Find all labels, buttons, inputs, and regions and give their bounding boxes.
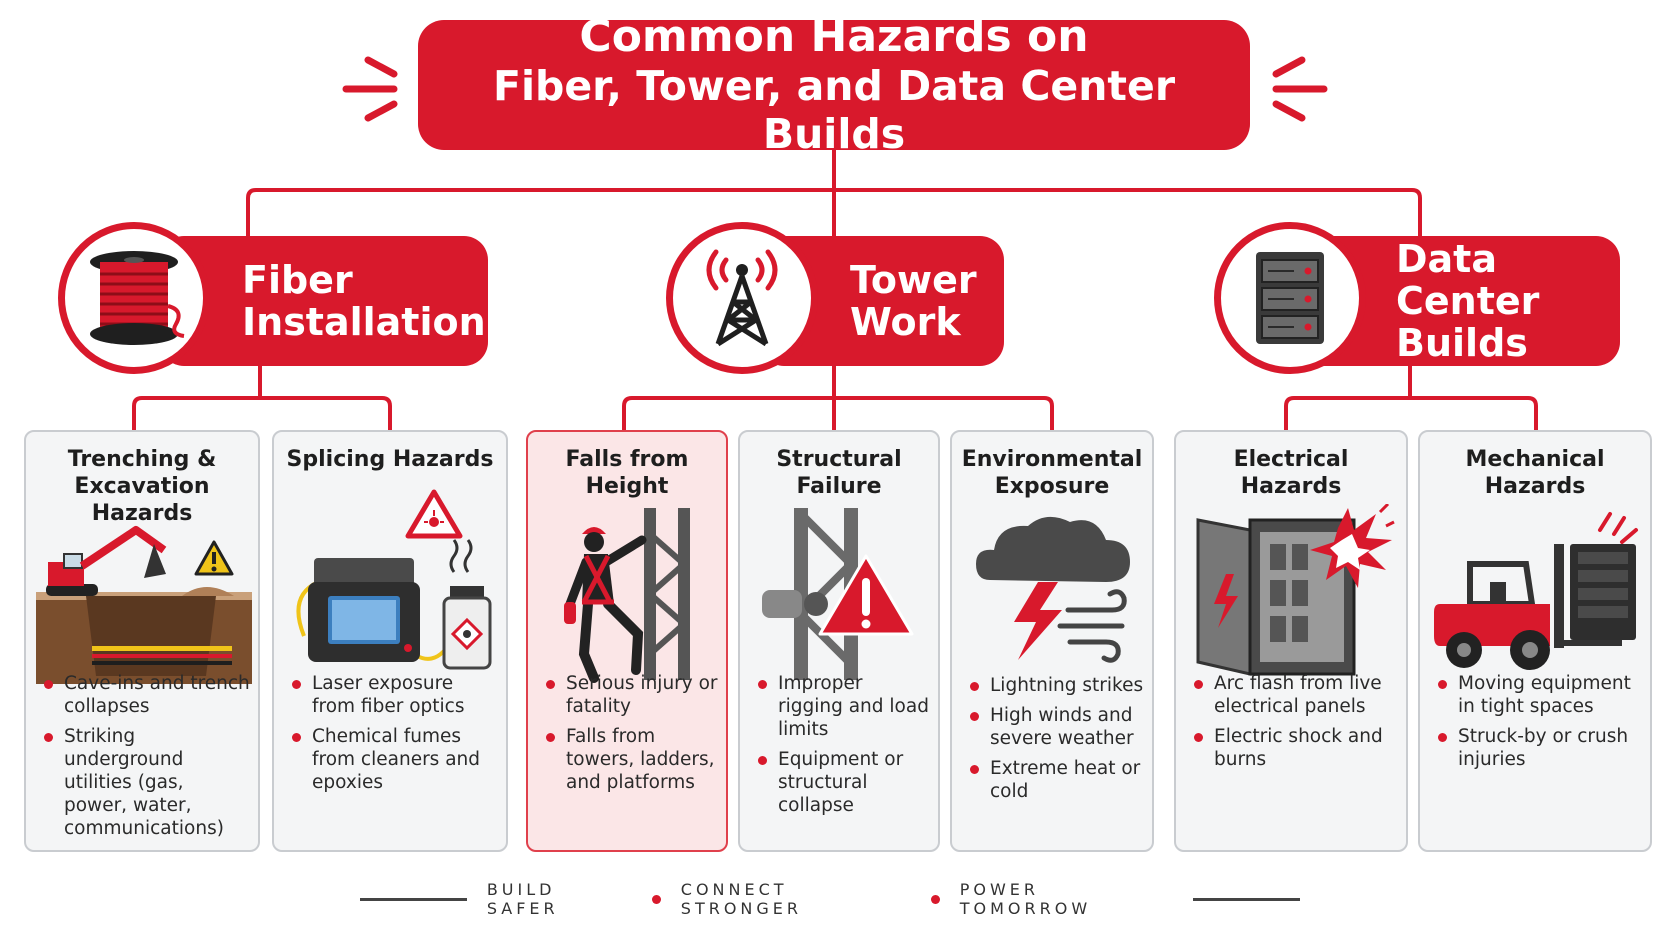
electrical-panel-icon — [1190, 504, 1396, 684]
footer-tagline — [340, 880, 1320, 918]
footer-phrase: CONNECT STRONGER — [680, 880, 803, 918]
storm-cloud-icon — [966, 510, 1142, 680]
cable-spool-icon — [80, 244, 188, 352]
card-title-line-2: Hazards — [1484, 474, 1586, 499]
hazard-bullet — [1190, 672, 1398, 718]
hazard-card-falls-from-height — [526, 430, 728, 852]
footer-phrase: BUILD SAFER — [486, 880, 559, 918]
card-title-line-1: Structural — [776, 447, 902, 472]
forklift-icon — [1430, 504, 1644, 684]
hazard-bullet — [288, 725, 498, 794]
hazard-bullet — [40, 672, 250, 718]
footer-rule-right — [1193, 898, 1300, 901]
card-title-line-2: Failure — [796, 474, 882, 499]
worker-climbing-icon — [548, 504, 718, 684]
hazard-bullet-text: Laser exposure from fiber optics — [312, 673, 465, 717]
footer-dot — [931, 895, 940, 904]
hazard-card-environmental-exposure — [950, 430, 1154, 852]
hazard-bullet — [1434, 725, 1642, 771]
hazard-card-mechanical — [1418, 430, 1652, 852]
main-title-line-1: Common Hazards on — [579, 11, 1089, 62]
hazard-bullet — [542, 672, 718, 718]
bullet-dot — [1438, 733, 1447, 742]
footer-dot — [652, 895, 661, 904]
card-title-line-2: Height — [585, 474, 669, 499]
footer-rule-left — [360, 898, 467, 901]
bullet-dot — [1438, 680, 1447, 689]
hazard-bullet-list — [754, 672, 930, 824]
bullet-dot — [44, 733, 53, 742]
hazard-bullet — [1434, 672, 1642, 718]
category-label-line-2: Installation — [242, 300, 486, 344]
hazard-bullet-text: High winds and severe weather — [990, 705, 1134, 749]
hazard-bullet-text: Electric shock and burns — [1214, 726, 1383, 770]
hazard-bullet-text: Arc flash from live electrical panels — [1214, 673, 1382, 717]
bullet-dot — [292, 733, 301, 742]
hazard-bullet — [288, 672, 498, 718]
server-rack-icon — [1236, 244, 1344, 352]
card-title-line-1: Splicing Hazards — [286, 447, 494, 472]
hazard-bullet-text: Equipment or structural collapse — [778, 749, 904, 816]
hazard-card-title — [1428, 446, 1642, 500]
bullet-dot — [1194, 680, 1203, 689]
hazard-bullet-list — [288, 672, 498, 801]
hazard-bullet — [40, 725, 250, 840]
hazard-bullet-text: Cave-ins and trench collapses — [64, 673, 250, 717]
hazard-bullet-list — [542, 672, 718, 801]
card-title-line-1: Falls from — [565, 447, 689, 472]
hazard-bullet-text: Extreme heat or cold — [990, 758, 1141, 802]
bullet-dot — [44, 680, 53, 689]
hazard-bullet-text: Serious injury or fatality — [566, 673, 718, 717]
hazard-card-structural-failure — [738, 430, 940, 852]
main-title-banner — [418, 11, 1250, 158]
main-title-line-2: Fiber, Tower, and Data Center Builds — [492, 62, 1176, 158]
bullet-dot — [970, 712, 979, 721]
hazard-bullet-list — [40, 672, 250, 847]
radio-tower-icon-circle — [666, 222, 818, 374]
fusion-splicer-icon — [284, 486, 500, 676]
bullet-dot — [970, 682, 979, 691]
card-title-line-2: Excavation Hazards — [74, 474, 210, 526]
bullet-dot — [758, 680, 767, 689]
hazard-bullet-list — [1434, 672, 1642, 778]
emphasis-lines-left-icon — [338, 48, 404, 130]
hazard-bullet — [966, 704, 1144, 750]
bullet-dot — [758, 756, 767, 765]
card-title-line-1: Mechanical — [1465, 447, 1605, 472]
category-label-line-2: Work — [850, 300, 961, 344]
hazard-bullet — [966, 757, 1144, 803]
hazard-card-title — [282, 446, 498, 473]
hazard-card-trenching — [24, 430, 260, 852]
bullet-dot — [1194, 733, 1203, 742]
hazard-bullet-list — [1190, 672, 1398, 778]
bullet-dot — [292, 680, 301, 689]
bullet-dot — [970, 765, 979, 774]
hazard-bullet-text: Improper rigging and load limits — [778, 673, 929, 740]
hazard-bullet-text: Striking underground utilities (gas, power, water, communications) — [64, 726, 224, 839]
hazard-card-title — [960, 446, 1144, 500]
hazard-card-splicing — [272, 430, 508, 852]
category-label-line-1: Data Center — [1396, 237, 1540, 323]
cable-spool-icon-circle — [58, 222, 210, 374]
category-label-line-2: Builds — [1396, 321, 1528, 365]
server-rack-icon-circle — [1214, 222, 1366, 374]
hazard-bullet — [542, 725, 718, 794]
hazard-bullet — [966, 674, 1144, 697]
footer-phrase: POWER TOMORROW — [959, 880, 1092, 918]
card-title-line-1: Trenching & — [67, 447, 217, 472]
card-title-line-2: Hazards — [1240, 474, 1342, 499]
excavator-trench-icon — [36, 504, 252, 684]
category-label-line-1: Fiber — [242, 258, 353, 302]
hazard-bullet — [754, 748, 930, 817]
card-title-line-1: Environmental — [961, 447, 1143, 472]
hazard-card-title — [536, 446, 718, 500]
emphasis-lines-right-icon — [1266, 48, 1332, 130]
card-title-line-2: Exposure — [994, 474, 1110, 499]
bullet-dot — [546, 733, 555, 742]
bullet-dot — [546, 680, 555, 689]
hazard-bullet-text: Lightning strikes — [990, 675, 1144, 696]
hazard-bullet-text: Struck-by or crush injuries — [1458, 726, 1629, 770]
hazard-bullet-text: Moving equipment in tight spaces — [1458, 673, 1631, 717]
steel-beam-warning-icon — [754, 504, 930, 684]
radio-tower-icon — [688, 244, 796, 352]
hazard-card-title — [748, 446, 930, 500]
hazard-card-title — [1184, 446, 1398, 500]
hazard-bullet-list — [966, 674, 1144, 810]
hazard-bullet-text: Falls from towers, ladders, and platforms — [566, 726, 715, 793]
hazard-card-electrical — [1174, 430, 1408, 852]
card-title-line-1: Electrical — [1233, 447, 1349, 472]
category-label-line-1: Tower — [850, 258, 977, 302]
hazard-bullet — [1190, 725, 1398, 771]
hazard-bullet-text: Chemical fumes from cleaners and epoxies — [312, 726, 480, 793]
hazard-bullet — [754, 672, 930, 741]
